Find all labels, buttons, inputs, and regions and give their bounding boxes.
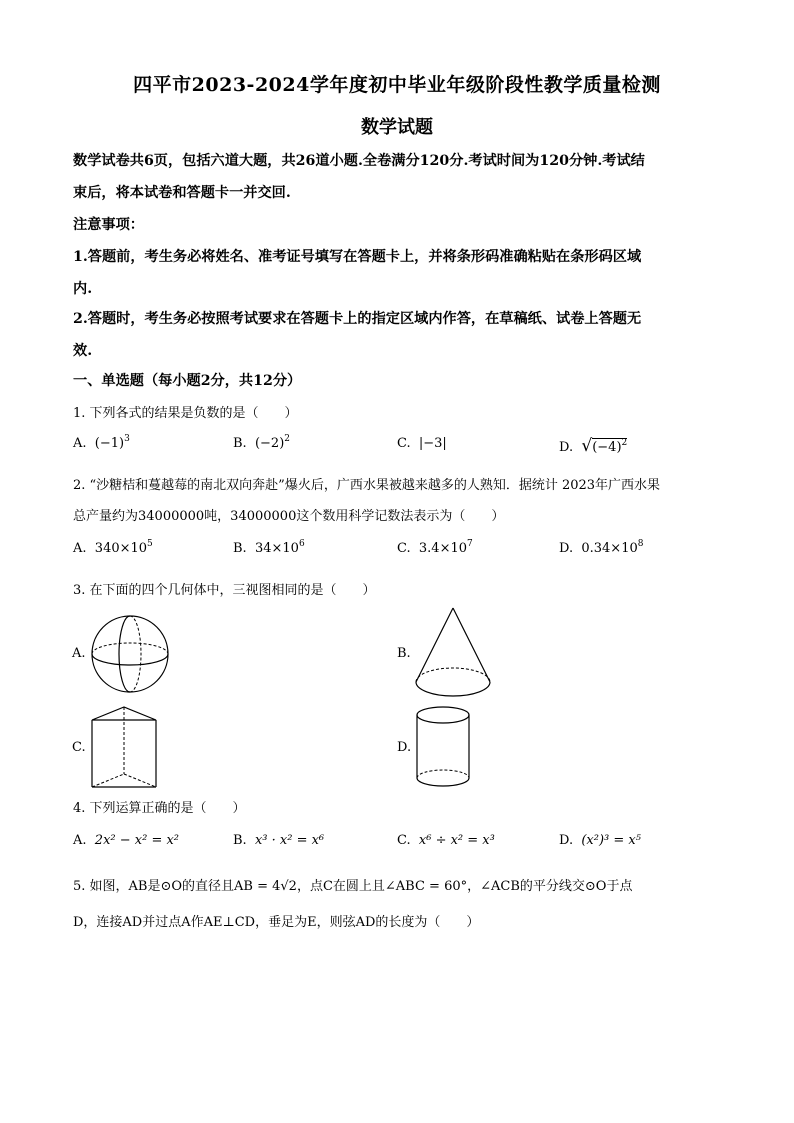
q1-a-expr: (−1): [94, 436, 125, 451]
sphere-figure: [88, 614, 172, 694]
q2-option-b: [233, 541, 305, 556]
sqrt-sign: √: [581, 436, 593, 456]
cylinder-figure: [413, 704, 473, 790]
option-label: B.: [233, 436, 247, 451]
question-2-line-2: 总产量约为34000000吨，34000000这个数用科学记数法表示为（ ）: [73, 509, 505, 524]
notice-2-line-1: 2.答题时，考生务必按照考试要求在答题卡上的指定区域内作答，在草稿纸、试卷上答题无: [73, 311, 642, 327]
question-1-stem: 1. 下列各式的结果是负数的是（ ）: [73, 406, 298, 421]
option-label: C.: [397, 541, 411, 556]
option-label: B.: [233, 541, 247, 556]
q4-option-d: [559, 833, 641, 848]
question-2-line-1: 2. “沙糖桔和蔓越莓的南北双向奔赴”爆火后，广西水果被越来越多的人熟知．据统计 2023年广西水果: [73, 478, 661, 493]
page-subtitle: 数学试题: [361, 117, 433, 138]
option-label: D.: [559, 440, 574, 455]
q2-a-base: 340×10: [94, 541, 148, 556]
q3-option-b-label: B.: [397, 646, 411, 661]
question-3-stem: 3. 在下面的四个几何体中，三视图相同的是（ ）: [73, 583, 376, 598]
q1-c-expr: |−3|: [418, 436, 447, 451]
q4-d-expr: (x²)³ = x⁵: [581, 833, 641, 848]
q3-option-c-label: C.: [72, 740, 86, 755]
q4-b-expr: x³ · x² = x⁶: [254, 833, 325, 848]
option-label: A.: [73, 541, 87, 556]
q4-a-expr: 2x² − x² = x²: [94, 833, 180, 848]
q1-a-exponent: 3: [124, 434, 130, 444]
section-heading: 一、单选题（每小题2分，共12分）: [73, 373, 302, 389]
option-label: A.: [73, 436, 87, 451]
option-label: A.: [73, 833, 87, 848]
q4-option-a: [73, 833, 179, 848]
radicand: [592, 438, 627, 455]
q2-a-exponent: 5: [147, 539, 153, 549]
q2-option-d: [559, 541, 643, 556]
option-label: B.: [233, 833, 247, 848]
option-label: C.: [397, 436, 411, 451]
notice-1-line-1: 1.答题前，考生务必将姓名、准考证号填写在答题卡上，并将条形码准确粘贴在条形码区域: [73, 249, 642, 265]
page-title: 四平市2023-2024学年度初中毕业年级阶段性教学质量检测: [133, 74, 661, 96]
q2-d-exponent: 8: [637, 539, 644, 549]
q2-c-exponent: 7: [467, 539, 473, 549]
option-label: C.: [397, 833, 411, 848]
q1-option-c: [397, 436, 447, 451]
question-5-line-2: D，连接AD并过点A作AE⊥CD，垂足为E，则弦AD的长度为（ ）: [73, 915, 480, 930]
q3-option-a-label: A.: [72, 646, 86, 661]
q2-option-c: [397, 541, 473, 556]
q2-d-base: 0.34×10: [581, 541, 638, 556]
q2-b-base: 34×10: [254, 541, 299, 556]
q1-b-exponent: 2: [284, 434, 290, 444]
q3-option-d-label: D.: [397, 740, 412, 755]
intro-line-1: 数学试卷共6页，包括六道大题，共26道小题.全卷满分120分.考试时间为120分钟.考试结: [73, 153, 645, 169]
q1-b-expr: (−2): [254, 436, 285, 451]
q2-b-exponent: 6: [298, 539, 305, 549]
intro-line-2: 束后，将本试卷和答题卡一并交回.: [73, 185, 291, 201]
option-label: D.: [559, 833, 574, 848]
q1-option-d: [559, 436, 627, 456]
q2-c-base: 3.4×10: [418, 541, 467, 556]
question-4-stem: 4. 下列运算正确的是（ ）: [73, 801, 246, 816]
q4-c-expr: x⁶ ÷ x² = x³: [418, 833, 495, 848]
option-label: D.: [559, 541, 574, 556]
q2-option-a: [73, 541, 153, 556]
q1-d-expr: (−4): [592, 440, 622, 455]
cone-figure: [413, 606, 493, 700]
q1-option-b: [233, 436, 290, 451]
q1-option-a: [73, 436, 130, 451]
q1-d-exponent: 2: [621, 438, 628, 448]
question-5-line-1: 5. 如图，AB是⊙O的直径且AB = 4√2，点C在圆上且∠ABC = 60°，∠ACB的平分线交⊙O于点: [73, 879, 633, 894]
q4-option-c: [397, 833, 495, 848]
q4-option-b: [233, 833, 324, 848]
notice-2-line-2: 效.: [73, 343, 93, 359]
notice-1-line-2: 内.: [73, 281, 93, 297]
triangular-prism-figure: [88, 704, 160, 790]
notice-title: 注意事项：: [73, 217, 144, 233]
